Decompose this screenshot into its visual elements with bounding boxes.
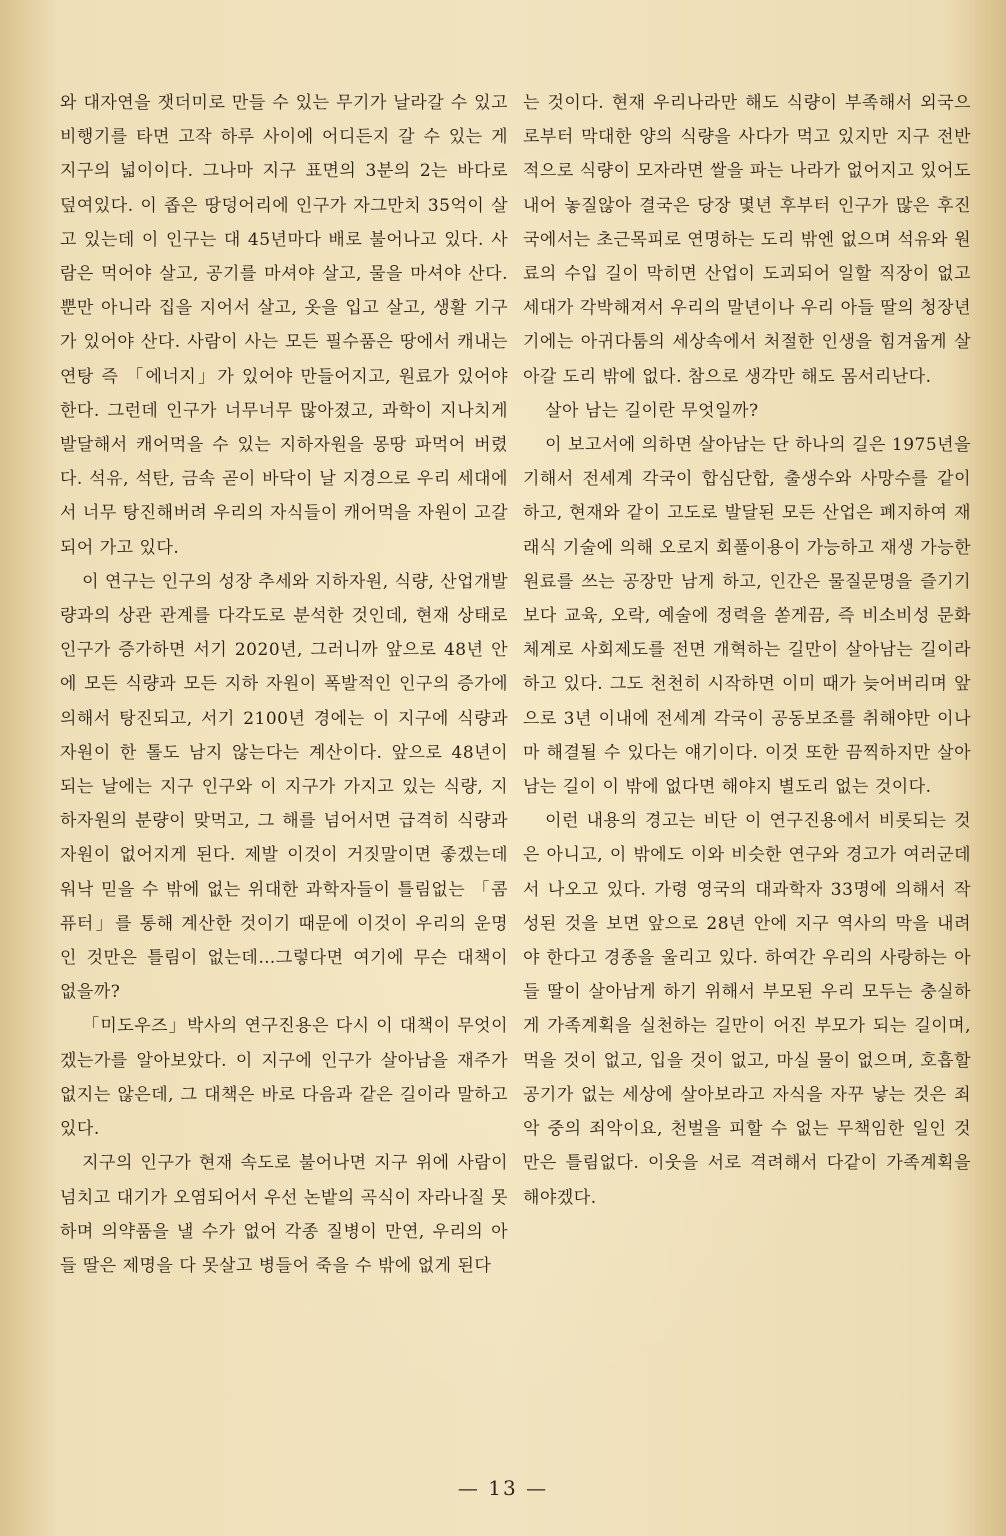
page-number: — 13 — (457, 1476, 549, 1500)
text-column-left (60, 86, 508, 1283)
paragraph: 「미도우즈」박사의 연구진용은 다시 이 대책이 무엇이겠는가를 알아보았다. 이 지구에 인구가 살아남을 재주가 없지는 않은데, 그 대책은 바로 다음과 같은 길이라 말하고 있다. (60, 1016, 508, 1140)
text-column-right (523, 86, 971, 1215)
paragraph: 이런 내용의 경고는 비단 이 연구진용에서 비롯되는 것은 아니고, 이 밖에도 이와 비슷한 연구와 경고가 여러군데서 나오고 있다. 가령 영국의 대과학자 33명에 의해서 작성된 것을 보면 앞으로 28년 안에 지구 역사의 막을 내려야 한다고 경종을 울리고 있다. 하여간 우리의 사랑하는 아들 딸이 살아남게 하기 위해서 부모된 우리 모두는 충실하게 가족계획을 실천하는 길만이 어진 부모가 되는 길이며, 먹을 것이 없고, 입을 것이 없고, 마실 물이 없으며, 호흡할 공기가 없는 세상에 살아보라고 자식을 자꾸 낳는 것은 죄악 중의 죄악이요, 천벌을 피할 수 없는 무책임한 일인 것만은 틀림없다. 이웃을 서로 격려해서 다같이 가족계획을 해야겠다. (523, 811, 971, 1208)
paragraph: 는 것이다. 현재 우리나라만 해도 식량이 부족해서 외국으로부터 막대한 양의 식량을 사다가 먹고 있지만 지구 전반적으로 식량이 모자라면 쌀을 파는 나라가 없어지고 있어도 내어 놓질않아 결국은 당장 몇년 후부터 인구가 많은 후진국에서는 초근목피로 연명하는 도리 밖엔 없으며 석유와 원료의 수입 길이 막히면 산업이 도괴되어 일할 직장이 없고 세대가 각박해져서 우리의 말년이나 우리 아들 딸의 청장년기에는 아귀다툼의 세상속에서 처절한 인생을 힘겨웁게 살아갈 도리 밖에 없다. 참으로 생각만 해도 몸서리난다. (523, 93, 971, 387)
paragraph: 지구의 인구가 현재 속도로 불어나면 지구 위에 사람이 넘치고 대기가 오염되어서 우선 논밭의 곡식이 자라나질 못하며 의약품을 낼 수가 없어 각종 질병이 만연, 우리의 아들 딸은 제명을 다 못살고 병들어 죽을 수 밖에 없게 된다 (60, 1153, 508, 1276)
section-heading: 살아 남는 길이란 무엇일까? (545, 400, 759, 421)
paragraph: 이 보고서에 의하면 살아남는 단 하나의 길은 1975년을 기해서 전세계 각국이 합심단합, 출생수와 사망수를 같이 하고, 현재와 같이 고도로 발달된 모든 산업은 폐지하여 재래식 기술에 의해 오로지 회풀이용이 가능하고 재생 가능한 원료를 쓰는 공장만 남게 하고, 인간은 물질문명을 즐기기보다 교육, 오락, 예술에 정력을 쏟게끔, 즉 비소비성 문화체계로 사회제도를 전면 개혁하는 길만이 살아남는 길이라 하고 있다. 그도 천천히 시작하면 이미 때가 늦어버리며 앞으로 3년 이내에 전세계 각국이 공동보조를 취해야만 이나마 해결될 수 있다는 얘기이다. 이것 또한 끔찍하지만 살아남는 길이 이 밖에 없다면 해야지 별도리 없는 것이다. (523, 435, 971, 798)
paragraph: 와 대자연을 잿더미로 만들 수 있는 무기가 날라갈 수 있고 비행기를 타면 고작 하루 사이에 어디든지 갈 수 있는 게 지구의 넓이이다. 그나마 지구 표면의 3분의 2는 바다로 덮여있다. 이 좁은 땅덩어리에 인구가 자그만치 35억이 살고 있는데 이 인구는 대 45년마다 배로 불어나고 있다. 사람은 먹어야 살고, 공기를 마셔야 살고, 물을 마셔야 산다. 뿐만 아니라 집을 지어서 살고, 옷을 입고 살고, 생활 기구가 있어야 산다. 사람이 사는 모든 필수품은 땅에서 캐내는 연탕 즉 「에너지」가 있어야 만들어지고, 원료가 있어야 한다. 그런데 인구가 너무너무 많아졌고, 과학이 지나치게 발달해서 캐어먹을 수 있는 지하자원을 몽땅 파먹어 버렸다. 석유, 석탄, 금속 곧이 바닥이 날 지경으로 우리 세대에서 너무 탕진해버려 우리의 자식들이 캐어먹을 자원이 고갈되어 가고 있다. (60, 93, 508, 558)
paragraph: 이 연구는 인구의 성장 추세와 지하자원, 식량, 산업개발량과의 상관 관계를 다각도로 분석한 것인데, 현재 상태로 인구가 증가하면 서기 2020년, 그러니까 앞으로 48년 안에 모든 식량과 모든 지하 자원이 폭발적인 인구의 증가에 의해서 탕진되고, 서기 2100년 경에는 이 지구에 식량과 자원이 한 톨도 남지 않는다는 계산이다. 앞으로 48년이 되는 날에는 지구 인구와 이 지구가 가지고 있는 식량, 지하자원의 분량이 맞먹고, 그 해를 넘어서면 급격히 식량과 자원이 없어지게 된다. 제발 이것이 거짓말이면 좋겠는데 워낙 믿을 수 밖에 없는 위대한 과학자들이 틀림없는 「콤퓨터」를 통해 계산한 것이기 때문에 이것이 우리의 운명인 것만은 틀림이 없는데…그렇다면 여기에 무슨 대책이 없을까? (60, 571, 508, 1003)
